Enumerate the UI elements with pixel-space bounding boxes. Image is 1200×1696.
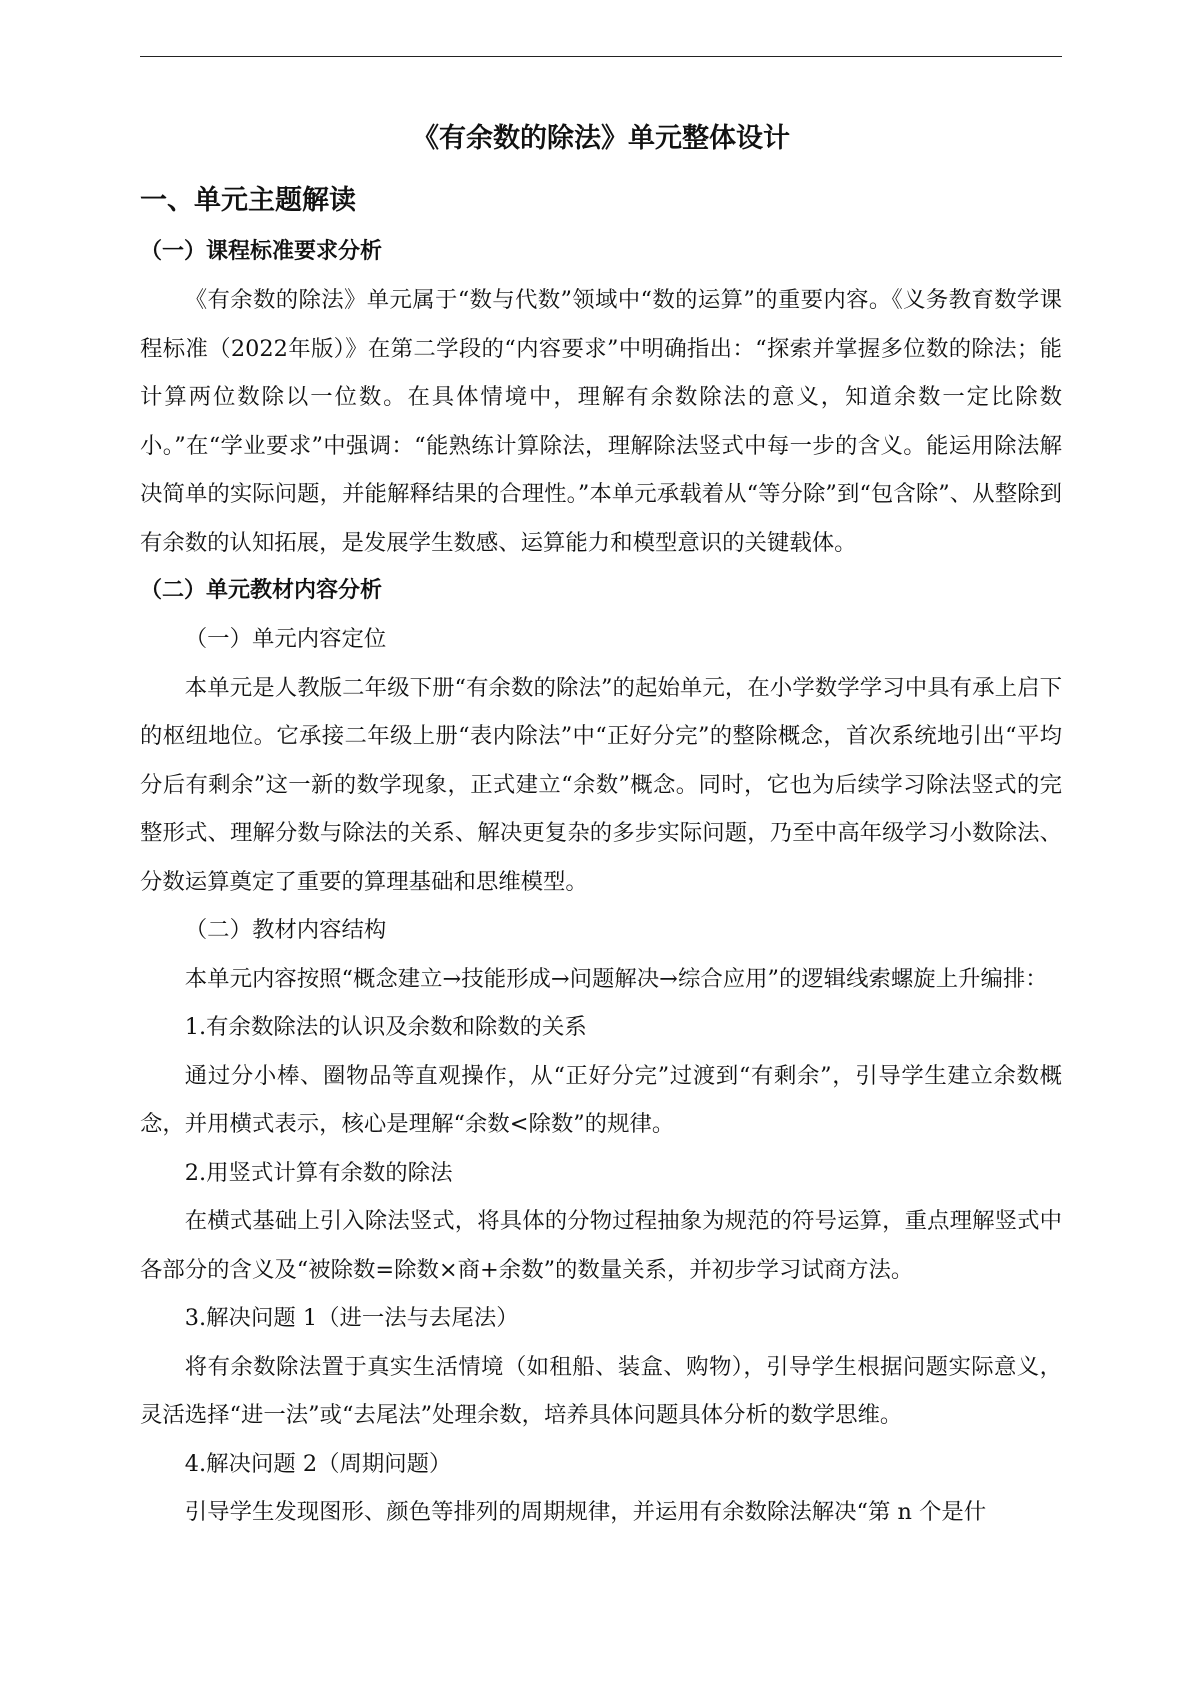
item-heading: 2.用竖式计算有余数的除法 [184,1159,453,1186]
document-title: 《有余数的除法》单元整体设计 [412,123,790,154]
item-heading: 3.解决问题 1（进一法与去尾法） [184,1305,519,1331]
section-heading: 一、单元主题解读 [140,185,356,216]
item-heading: 1.有余数除法的认识及余数和除数的关系 [184,1014,587,1040]
subsection-heading: （二）单元教材内容分析 [140,578,383,603]
paragraph: 通过分小棒、圈物品等直观操作，从“正好分完”过渡到“有剩余”，引导学生建立余数概念，并用横式表示，核心是理解“余数<除数”的规律。 [140,1062,1062,1137]
document-body [140,114,1062,1537]
paragraph: 在横式基础上引入除法竖式，将具体的分物过程抽象为规范的符号运算，重点理解竖式中各部分的含义及“被除数=除数×商+余数”的数量关系，并初步学习试商方法。 [140,1208,1062,1283]
subsection-heading: （一）课程标准要求分析 [140,239,383,264]
item-heading: 4.解决问题 2（周期问题） [184,1450,452,1477]
part-heading: （二）教材内容结构 [184,917,387,943]
paragraph: 本单元内容按照“概念建立→技能形成→问题解决→综合应用”的逻辑线索螺旋上升编排： [184,965,1048,992]
paragraph: 《有余数的除法》单元属于“数与代数”领域中“数的运算”的重要内容。《义务教育数学课程标准（2022年版）》在第二学段的“内容要求”中明确指出：“探索并掌握多位数的除法；能计算两位数除以一位数。在具体情境中，理解有余数除法的意义，知道余数一定比除数小。”在“学业要求”中强调：“能熟练计算除法，理解除法竖式中每一步的含义。能运用除法解决简单的实际问题，并能解释结果的合理性。”本单元承载着从“等分除”到“包含除”、从整除到有余数的认知拓展，是发展学生数感、运算能力和模型意识的关键载体。 [140,287,1062,556]
paragraph: 引导学生发现图形、颜色等排列的周期规律，并运用有余数除法解决“第 n 个是什 [184,1499,987,1525]
part-heading: （一）单元内容定位 [184,626,387,652]
header-rule [140,56,1062,57]
paragraph: 本单元是人教版二年级下册“有余数的除法”的起始单元，在小学数学学习中具有承上启下的枢纽地位。它承接二年级上册“表内除法”中“正好分完”的整除概念，首次系统地引出“平均分后有剩余”这一新的数学现象，正式建立“余数”概念。同时，它也为后续学习除法竖式的完整形式、理解分数与除法的关系、解决更复杂的多步实际问题，乃至中高年级学习小数除法、分数运算奠定了重要的算理基础和思维模型。 [140,674,1062,895]
paragraph: 将有余数除法置于真实生活情境（如租船、装盒、购物），引导学生根据问题实际意义，灵活选择“进一法”或“去尾法”处理余数，培养具体问题具体分析的数学思维。 [140,1353,1062,1428]
